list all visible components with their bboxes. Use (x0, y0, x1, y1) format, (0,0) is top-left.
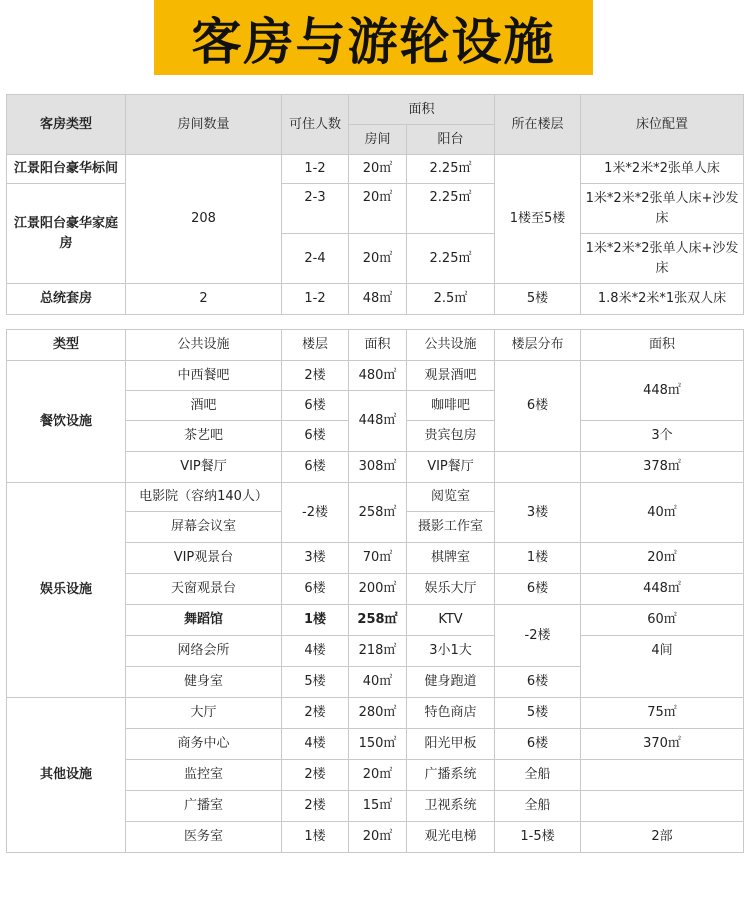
group-other: 其他设施 (7, 698, 126, 853)
header-balcony-area: 阳台 (407, 125, 495, 155)
facility-floor: 6楼 (282, 574, 349, 605)
header-facility: 公共设施 (126, 330, 282, 361)
facility-floor: 2楼 (282, 791, 349, 822)
facility-name-2: 特色商店 (407, 698, 495, 729)
header-category: 类型 (7, 330, 126, 361)
facility-name: 天窗观景台 (126, 574, 282, 605)
room-count: 2 (126, 284, 282, 315)
table-row (7, 698, 744, 729)
bed-config: 1.8米*2米*1张双人床 (581, 284, 744, 315)
facility-area: 308㎡ (349, 452, 407, 483)
facility-name-2: 3小1大 (407, 636, 495, 667)
facility-floor-2: 6楼 (495, 729, 581, 760)
facility-area: 280㎡ (349, 698, 407, 729)
facility-name-2: 广播系统 (407, 760, 495, 791)
header-bed: 床位配置 (581, 95, 744, 155)
bed-config: 1米*2米*2张单人床+沙发床 (581, 184, 744, 234)
facility-area-2: 20㎡ (581, 543, 744, 574)
capacity: 1-2 (282, 155, 349, 184)
facility-name-2: 健身跑道 (407, 667, 495, 698)
facility-area-2 (581, 791, 744, 822)
facility-area: 20㎡ (349, 822, 407, 853)
facility-name: 大厅 (126, 698, 282, 729)
table-row (7, 483, 744, 512)
group-dining: 餐饮设施 (7, 361, 126, 483)
facility-name: 屏幕会议室 (126, 512, 282, 543)
capacity: 2-4 (282, 234, 349, 284)
facility-floor-2 (495, 452, 581, 483)
facility-floor-2: 1楼 (495, 543, 581, 574)
facility-area-2: 370㎡ (581, 729, 744, 760)
header-floor: 楼层 (282, 330, 349, 361)
facility-name-2: 观景酒吧 (407, 361, 495, 391)
facility-floor-2: 6楼 (495, 667, 581, 698)
facility-area: 40㎡ (349, 667, 407, 698)
facility-floor: 1楼 (282, 822, 349, 853)
header-floor: 所在楼层 (495, 95, 581, 155)
facility-area: 480㎡ (349, 361, 407, 391)
facility-area: 15㎡ (349, 791, 407, 822)
balcony-area: 2.5㎡ (407, 284, 495, 315)
facility-name: 广播室 (126, 791, 282, 822)
facility-name: 网络会所 (126, 636, 282, 667)
room-type: 江景阳台豪华标间 (7, 155, 126, 184)
facility-floor: 6楼 (282, 421, 349, 452)
room-area: 20㎡ (349, 155, 407, 184)
facility-area-2: 448㎡ (581, 361, 744, 421)
header-room-count: 房间数量 (126, 95, 282, 155)
title-banner (154, 0, 593, 75)
facility-floor: 4楼 (282, 729, 349, 760)
facility-floor-2: 3楼 (495, 483, 581, 543)
facility-name-2: 观光电梯 (407, 822, 495, 853)
facility-floor: 2楼 (282, 698, 349, 729)
facility-name-2: 阳光甲板 (407, 729, 495, 760)
facility-name: 酒吧 (126, 391, 282, 421)
facility-name-2: 棋牌室 (407, 543, 495, 574)
facility-name: 电影院（容纳140人） (126, 483, 282, 512)
header-room-type: 客房类型 (7, 95, 126, 155)
facility-floor-2: 5楼 (495, 698, 581, 729)
facility-floor: -2楼 (282, 483, 349, 543)
facility-area: 150㎡ (349, 729, 407, 760)
facility-area-2: 4间 (581, 636, 744, 698)
facility-area: 258㎡ (349, 605, 407, 636)
facility-floor-2: 全船 (495, 791, 581, 822)
facility-floor: 2楼 (282, 361, 349, 391)
header-row (7, 330, 744, 361)
facility-name: 中西餐吧 (126, 361, 282, 391)
table-row (7, 361, 744, 391)
facility-name-2: 卫视系统 (407, 791, 495, 822)
facility-name: VIP观景台 (126, 543, 282, 574)
facility-area-2: 378㎡ (581, 452, 744, 483)
header-floor-distribution: 楼层分布 (495, 330, 581, 361)
header-facility-2: 公共设施 (407, 330, 495, 361)
group-entertainment: 娱乐设施 (7, 483, 126, 698)
facility-name: 医务室 (126, 822, 282, 853)
facility-floor-2: -2楼 (495, 605, 581, 667)
bed-config: 1米*2米*2张单人床 (581, 155, 744, 184)
table-row (7, 184, 744, 234)
facility-name: 商务中心 (126, 729, 282, 760)
facility-name-2: 娱乐大厅 (407, 574, 495, 605)
facility-floor: 3楼 (282, 543, 349, 574)
facility-floor: 6楼 (282, 391, 349, 421)
facility-floor-2: 全船 (495, 760, 581, 791)
facility-area-2: 75㎡ (581, 698, 744, 729)
header-area-2: 面积 (581, 330, 744, 361)
capacity: 1-2 (282, 284, 349, 315)
facility-area-2: 2部 (581, 822, 744, 853)
floor: 5楼 (495, 284, 581, 315)
facility-area: 200㎡ (349, 574, 407, 605)
header-capacity: 可住人数 (282, 95, 349, 155)
capacity: 2-3 (282, 184, 349, 234)
facility-name: VIP餐厅 (126, 452, 282, 483)
facility-area: 258㎡ (349, 483, 407, 543)
page-title: 客房与游轮设施 (191, 12, 556, 71)
facility-area: 20㎡ (349, 760, 407, 791)
facility-floor: 4楼 (282, 636, 349, 667)
facility-name-2: 阅览室 (407, 483, 495, 512)
table-row (7, 284, 744, 315)
facility-area: 218㎡ (349, 636, 407, 667)
room-count: 208 (126, 155, 282, 284)
facility-name: 健身室 (126, 667, 282, 698)
facility-area-2: 60㎡ (581, 605, 744, 636)
bed-config: 1米*2米*2张单人床+沙发床 (581, 234, 744, 284)
facility-floor: 2楼 (282, 760, 349, 791)
facility-floor-2: 1-5楼 (495, 822, 581, 853)
room-area: 20㎡ (349, 234, 407, 284)
header-area: 面积 (349, 330, 407, 361)
balcony-area: 2.25㎡ (407, 184, 495, 234)
facility-name-2: VIP餐厅 (407, 452, 495, 483)
facility-area-2: 448㎡ (581, 574, 744, 605)
facility-name: 监控室 (126, 760, 282, 791)
header-room-area: 房间 (349, 125, 407, 155)
facility-name-2: KTV (407, 605, 495, 636)
facility-area-2: 3个 (581, 421, 744, 452)
header-area: 面积 (349, 95, 495, 125)
balcony-area: 2.25㎡ (407, 155, 495, 184)
facility-floor: 1楼 (282, 605, 349, 636)
facilities-table (6, 329, 744, 853)
facility-name: 舞蹈馆 (126, 605, 282, 636)
floor: 1楼至5楼 (495, 155, 581, 284)
rooms-table (6, 94, 744, 315)
facility-area: 70㎡ (349, 543, 407, 574)
facility-name-2: 咖啡吧 (407, 391, 495, 421)
facility-floor: 5楼 (282, 667, 349, 698)
facility-name-2: 摄影工作室 (407, 512, 495, 543)
facility-floor: 6楼 (282, 452, 349, 483)
facility-area-2 (581, 760, 744, 791)
table-row (7, 155, 744, 184)
balcony-area: 2.25㎡ (407, 234, 495, 284)
room-type: 总统套房 (7, 284, 126, 315)
facility-area: 448㎡ (349, 391, 407, 452)
facility-name-2: 贵宾包房 (407, 421, 495, 452)
facility-floor-2: 6楼 (495, 361, 581, 452)
facility-floor-2: 6楼 (495, 574, 581, 605)
facility-area-2: 40㎡ (581, 483, 744, 543)
room-type: 江景阳台豪华家庭房 (7, 184, 126, 284)
room-area: 20㎡ (349, 184, 407, 234)
room-area: 48㎡ (349, 284, 407, 315)
facility-name: 茶艺吧 (126, 421, 282, 452)
